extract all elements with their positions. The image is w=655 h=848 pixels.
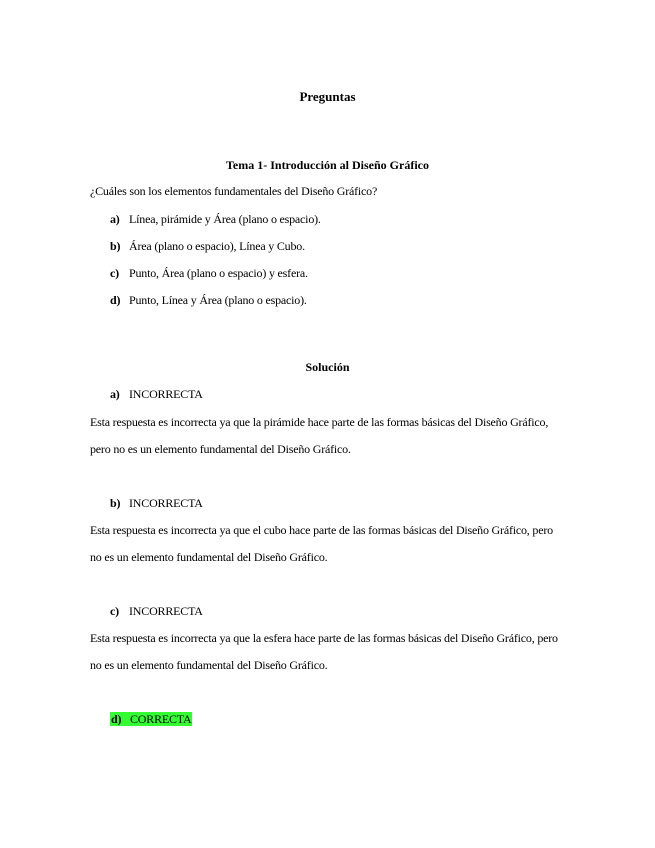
answer-letter: a): [110, 387, 120, 401]
answer-letter: b): [110, 496, 121, 510]
option-text: Punto, Línea y Área (plano o espacio).: [129, 293, 307, 307]
answer-c-explanation-line-2: no es un elemento fundamental del Diseño Gráfico.: [90, 658, 328, 672]
option-b: [110, 239, 305, 254]
option-letter: a): [110, 212, 120, 226]
answer-d: [110, 712, 192, 727]
option-a: [110, 212, 321, 227]
correct-highlight: [110, 712, 192, 726]
answer-letter: d): [111, 712, 122, 726]
answer-b: [110, 496, 203, 511]
page-title: Preguntas: [299, 89, 356, 104]
answer-a: [110, 387, 203, 402]
topic-heading: Tema 1- Introducción al Diseño Gráfico: [226, 158, 429, 172]
option-c: [110, 266, 308, 281]
answer-verdict: INCORRECTA: [129, 387, 203, 401]
option-letter: c): [110, 266, 119, 280]
answer-letter: c): [110, 604, 119, 618]
option-text: Área (plano o espacio), Línea y Cubo.: [129, 239, 305, 253]
option-letter: d): [110, 293, 121, 307]
option-text: Línea, pirámide y Área (plano o espacio).: [129, 212, 321, 226]
answer-b-explanation-line-1: Esta respuesta es incorrecta ya que el cubo hace parte de las formas básicas del Diseño Gráfico, pero: [90, 523, 553, 537]
answer-verdict: CORRECTA: [130, 712, 192, 726]
answer-c: [110, 604, 203, 619]
option-letter: b): [110, 239, 121, 253]
answer-a-explanation-line-2: pero no es un elemento fundamental del Diseño Gráfico.: [90, 442, 351, 456]
answer-c-explanation-line-1: Esta respuesta es incorrecta ya que la esfera hace parte de las formas básicas del Diseño Gráfico, pero: [90, 631, 558, 645]
answer-b-explanation-line-2: no es un elemento fundamental del Diseño Gráfico.: [90, 550, 328, 564]
answer-a-explanation-line-1: Esta respuesta es incorrecta ya que la pirámide hace parte de las formas básicas del Diseño Gráfico,: [90, 415, 549, 429]
answer-verdict: INCORRECTA: [129, 604, 203, 618]
option-text: Punto, Área (plano o espacio) y esfera.: [129, 266, 308, 280]
option-d: [110, 293, 307, 308]
question-text: ¿Cuáles son los elementos fundamentales del Diseño Gráfico?: [90, 184, 378, 198]
solution-heading: Solución: [305, 360, 350, 374]
answer-verdict: INCORRECTA: [129, 496, 203, 510]
